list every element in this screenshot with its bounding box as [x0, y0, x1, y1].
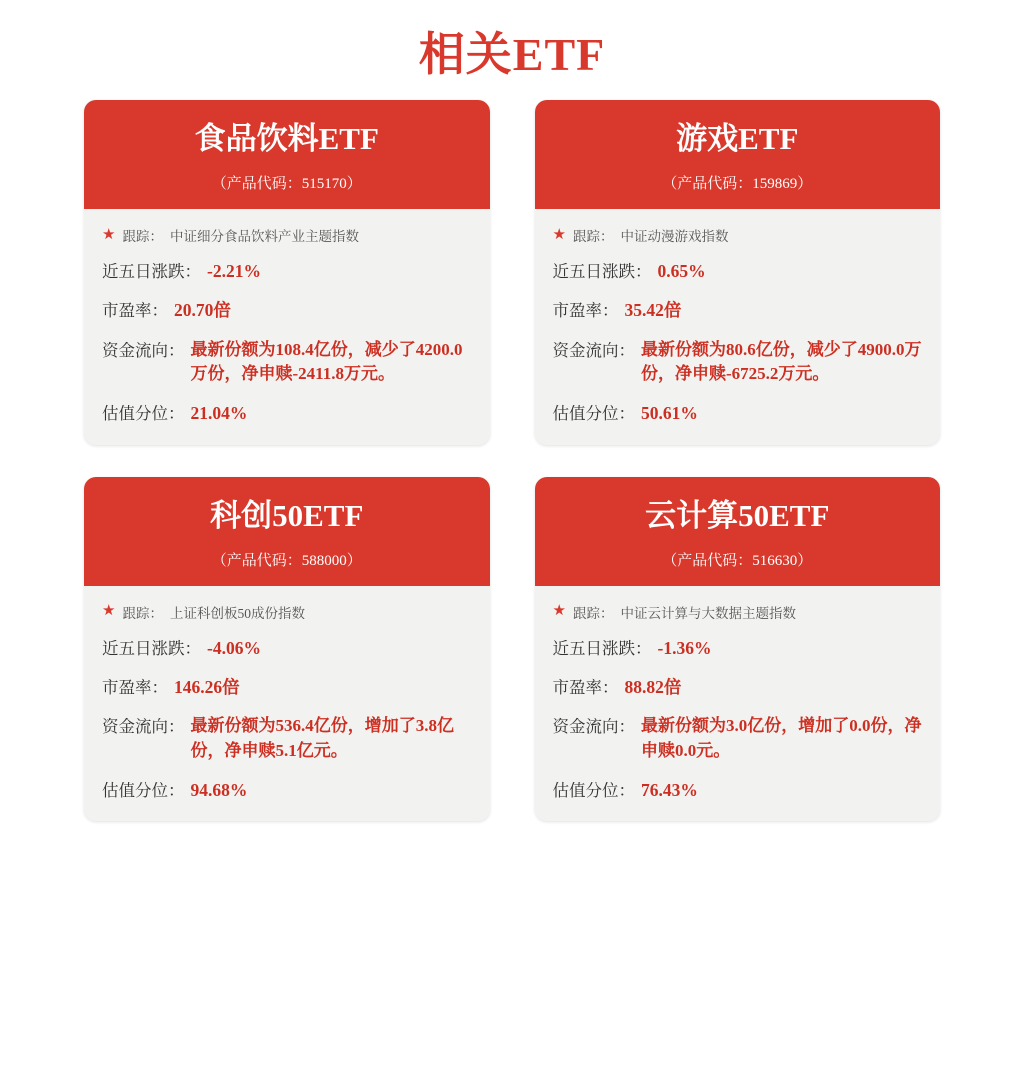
etf-pe-row: [553, 298, 923, 323]
etf-track-label: 跟踪：: [572, 229, 614, 245]
etf-track-label: 跟踪：: [122, 605, 163, 621]
etf-pe-value: 146.26倍: [174, 676, 240, 697]
etf-valuation-value: 50.61%: [641, 403, 698, 424]
etf-pe-label: 市盈率：: [102, 301, 168, 321]
etf-pe-row: [553, 675, 923, 700]
etf-card-header: [535, 477, 941, 586]
etf-code: （产品代码：159869）: [662, 176, 813, 193]
etf-track-row: [553, 225, 923, 245]
etf-flow-label: 资金流向：: [102, 340, 185, 360]
etf-flow-value: 最新份额为3.0亿份，增加了0.0份，净申赎0.0元。: [641, 716, 922, 760]
star-icon: ★: [102, 226, 116, 243]
etf-flow-row: [553, 338, 923, 387]
etf-track-row: [102, 225, 472, 245]
etf-five-day-label: 近五日涨跌：: [102, 638, 201, 658]
etf-pe-row: [102, 298, 472, 323]
etf-card-body: [535, 209, 941, 444]
etf-track-label: 跟踪：: [572, 605, 614, 621]
etf-flow-row: [553, 714, 923, 763]
etf-name: 食品饮料ETF: [194, 121, 379, 156]
etf-flow-row: [102, 338, 472, 387]
page-title: 相关ETF: [418, 29, 606, 80]
etf-card[interactable]: [535, 100, 941, 445]
etf-track-row: [102, 602, 472, 622]
etf-card-body: [535, 586, 941, 821]
etf-five-day-label: 近五日涨跌：: [552, 262, 652, 282]
etf-track-value: 上证科创板50成份指数: [169, 605, 305, 621]
etf-pe-label: 市盈率：: [552, 301, 619, 321]
etf-five-day-row: [102, 636, 472, 661]
etf-flow-label: 资金流向：: [552, 717, 635, 737]
etf-valuation-value: 21.04%: [190, 403, 248, 424]
etf-code: （产品代码：516630）: [662, 552, 813, 569]
etf-valuation-value: 94.68%: [190, 779, 248, 800]
etf-pe-value: 20.70倍: [174, 300, 231, 321]
etf-five-day-value: -2.21%: [207, 261, 261, 282]
etf-flow-row: [102, 714, 472, 763]
etf-card-header: [84, 100, 490, 209]
etf-five-day-value: -1.36%: [657, 637, 712, 658]
etf-flow-label: 资金流向：: [102, 717, 185, 737]
etf-name: 科创50ETF: [210, 497, 364, 533]
star-icon: ★: [552, 226, 566, 243]
etf-name: 游戏ETF: [676, 121, 799, 156]
etf-flow-value: 最新份额为108.4亿份，减少了4200.0万份，净申赎-2411.8万元。: [190, 339, 463, 384]
etf-valuation-label: 估值分位：: [552, 780, 635, 800]
etf-valuation-label: 估值分位：: [102, 404, 185, 424]
etf-flow-label: 资金流向：: [552, 340, 635, 360]
etf-card-header: [84, 477, 490, 586]
star-icon: ★: [552, 603, 566, 620]
etf-valuation-row: [553, 778, 923, 803]
etf-card-body: [84, 586, 490, 821]
etf-valuation-label: 估值分位：: [102, 780, 185, 800]
etf-five-day-label: 近五日涨跌：: [102, 262, 201, 282]
etf-code: （产品代码：515170）: [211, 176, 362, 193]
etf-track-value: 中证细分食品饮料产业主题指数: [169, 229, 359, 245]
etf-pe-label: 市盈率：: [552, 677, 619, 697]
etf-track-row: [553, 602, 923, 622]
etf-track-value: 中证动漫游戏指数: [620, 229, 729, 245]
etf-five-day-row: [553, 636, 923, 661]
etf-five-day-label: 近五日涨跌：: [552, 638, 652, 658]
etf-pe-value: 35.42倍: [624, 300, 682, 321]
etf-flow-value: 最新份额为536.4亿份，增加了3.8亿份，净申赎5.1亿元。: [190, 716, 454, 760]
etf-track-label: 跟踪：: [122, 229, 163, 245]
etf-card[interactable]: [84, 100, 490, 445]
etf-pe-row: [102, 675, 472, 700]
etf-valuation-label: 估值分位：: [552, 404, 635, 424]
etf-five-day-row: [102, 259, 472, 284]
etf-five-day-row: [553, 259, 923, 284]
etf-pe-label: 市盈率：: [102, 677, 168, 697]
etf-valuation-row: [102, 778, 472, 803]
etf-track-value: 中证云计算与大数据主题指数: [620, 605, 796, 621]
etf-valuation-row: [553, 401, 923, 426]
etf-code: （产品代码：588000）: [211, 552, 362, 569]
etf-pe-value: 88.82倍: [624, 676, 682, 697]
etf-card[interactable]: [535, 477, 941, 822]
etf-card-header: [535, 100, 941, 209]
etf-card-body: [84, 209, 490, 444]
etf-card[interactable]: [84, 477, 490, 822]
etf-name: 云计算50ETF: [645, 497, 830, 533]
etf-flow-value: 最新份额为80.6亿份，减少了4900.0万份，净申赎-6725.2万元。: [641, 339, 922, 384]
etf-five-day-value: -4.06%: [207, 637, 261, 658]
etf-valuation-value: 76.43%: [641, 779, 698, 800]
etf-card-grid: [0, 100, 1024, 821]
etf-five-day-value: 0.65%: [657, 261, 706, 282]
etf-valuation-row: [102, 401, 472, 426]
star-icon: ★: [102, 603, 116, 620]
